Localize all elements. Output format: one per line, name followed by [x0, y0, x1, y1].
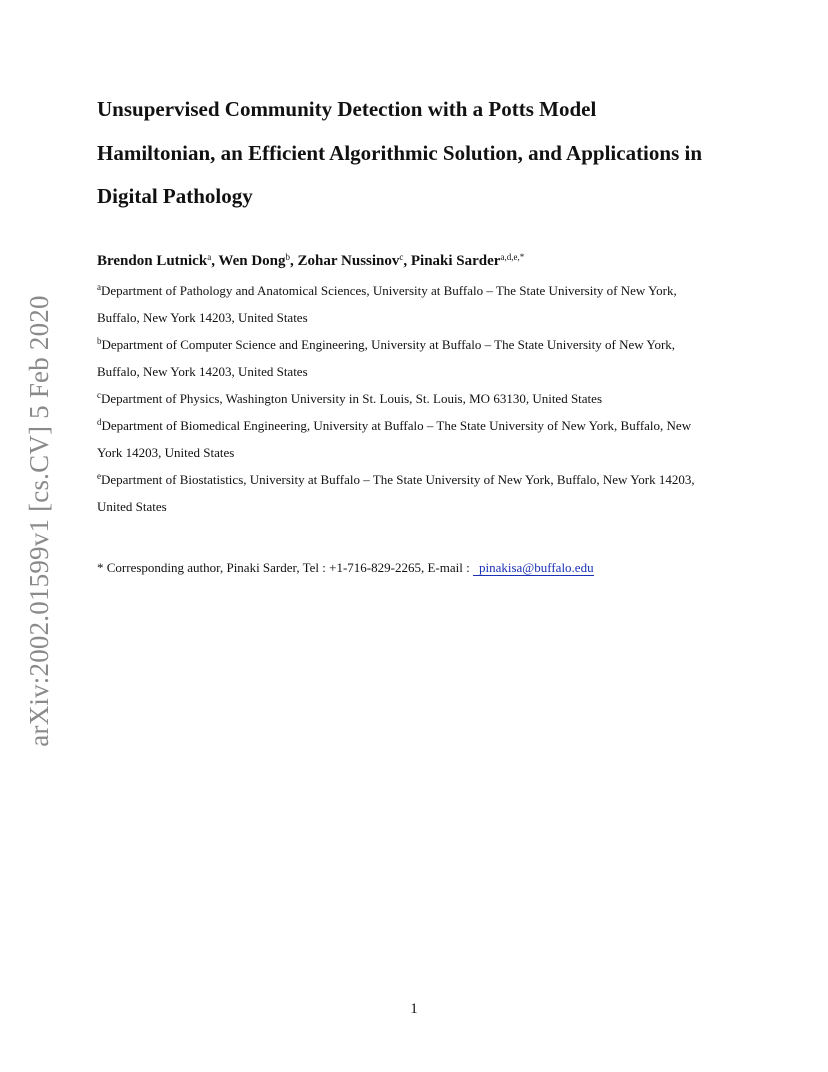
author-list [97, 250, 757, 272]
affiliation-line: Department of Biostatistics, University at Buffalo – The State University of New York, Buffalo, New York 14203, [101, 472, 695, 487]
affiliation-line: Department of Computer Science and Engineering, University at Buffalo – The State University of New York, [101, 337, 676, 352]
author-affiliation-marker: b [285, 252, 291, 263]
affiliation-line: Department of Physics, Washington University in St. Louis, St. Louis, MO 63130, United States [101, 391, 603, 406]
affiliation-line: Department of Biomedical Engineering, University at Buffalo – The State University of New York, Buffalo, New [101, 418, 692, 433]
author-affiliation-marker: a,d,e,* [500, 252, 525, 263]
affiliation-marker: a [97, 282, 101, 293]
author-name: Zohar Nussinov [297, 253, 400, 269]
author-name: Brendon Lutnick [97, 253, 208, 269]
affiliation-item [97, 466, 737, 520]
affiliation-item [97, 412, 737, 466]
author-affiliation-marker: a [207, 252, 212, 263]
author-name: Pinaki Sarder [410, 253, 501, 269]
corresponding-author-note [97, 557, 737, 579]
affiliation-list [97, 277, 737, 520]
affiliation-item [97, 277, 737, 331]
arxiv-identifier-text: arXiv:2002.01599v1 [cs.CV] 5 Feb 2020 [24, 295, 54, 747]
title-line-3: Digital Pathology [97, 184, 253, 208]
author-name: Wen Dong [218, 253, 286, 269]
affiliation-line: Department of Pathology and Anatomical Sciences, University at Buffalo – The State University of New York, [101, 283, 677, 298]
page-number: 1 [410, 1001, 418, 1017]
affiliation-marker: e [97, 471, 101, 482]
paper-title [97, 88, 757, 219]
affiliation-marker: d [97, 417, 102, 428]
affiliation-item [97, 385, 737, 412]
affiliation-line: Buffalo, New York 14203, United States [97, 364, 308, 379]
affiliation-item [97, 331, 737, 385]
affiliation-marker: b [97, 336, 102, 347]
corresponding-author-text: * Corresponding author, Pinaki Sarder, Tel : +1-716-829-2265, E-mail : [97, 560, 470, 575]
author-separator: , [403, 253, 411, 269]
title-line-1: Unsupervised Community Detection with a Potts Model [97, 97, 597, 121]
affiliation-line: United States [97, 499, 167, 514]
title-line-2: Hamiltonian, an Efficient Algorithmic Solution, and Applications in [97, 140, 703, 165]
author-separator: , [211, 253, 219, 269]
email-link[interactable]: pinakisa@buffalo.edu [473, 560, 594, 576]
arxiv-identifier-stamp [19, 290, 59, 752]
affiliation-line: Buffalo, New York 14203, United States [97, 310, 308, 325]
author-affiliation-marker: c [399, 252, 404, 263]
affiliation-line: York 14203, United States [97, 445, 235, 460]
author-separator: , [290, 253, 298, 269]
affiliation-marker: c [97, 390, 101, 401]
